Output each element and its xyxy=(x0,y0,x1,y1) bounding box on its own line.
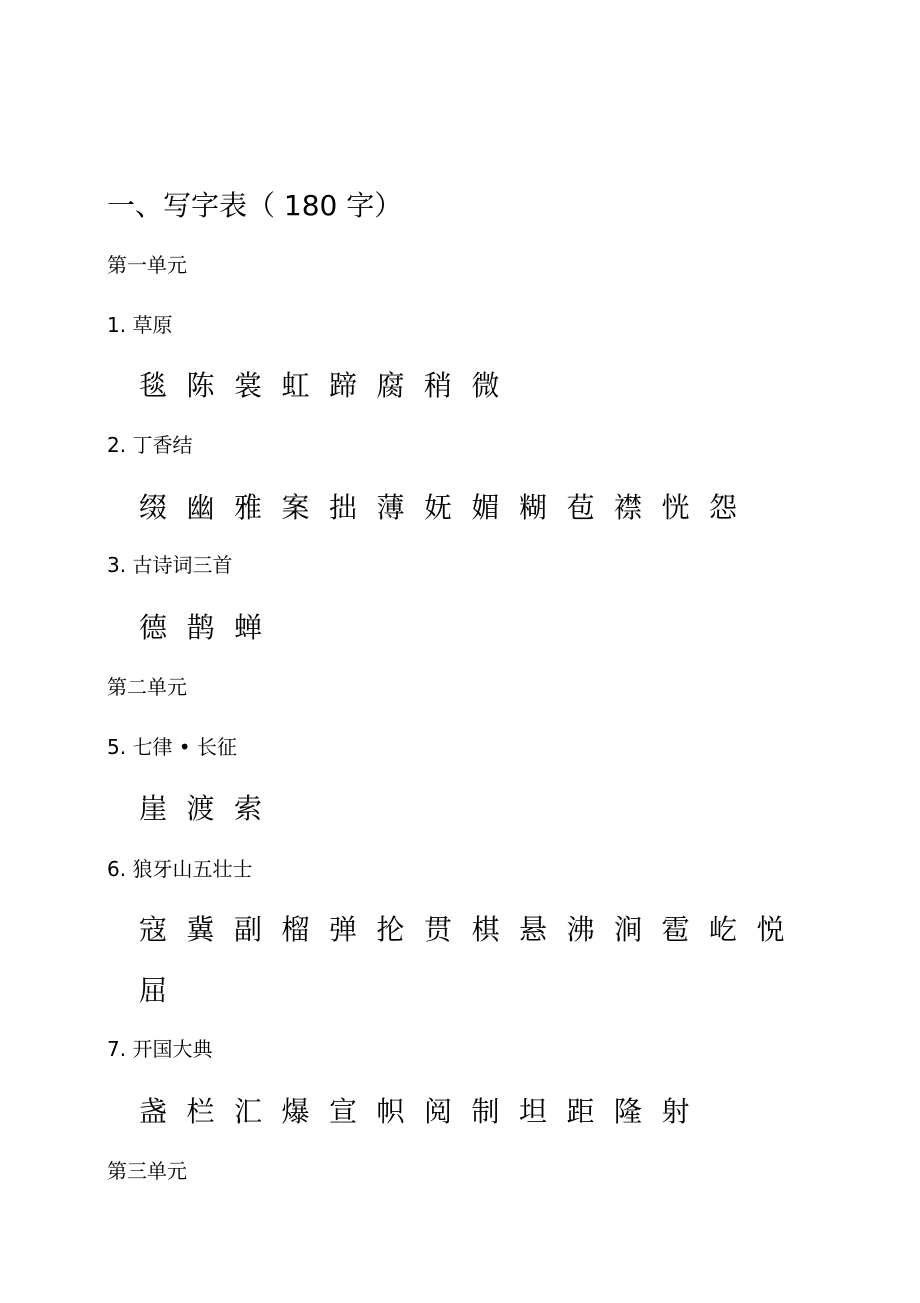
character: 崖 xyxy=(139,792,168,825)
character: 索 xyxy=(234,792,263,825)
lesson-heading-6: 6. 狼牙山五壮士 xyxy=(107,857,253,881)
character: 裳 xyxy=(234,369,263,402)
character: 棋 xyxy=(471,913,500,946)
character: 稍 xyxy=(424,369,453,402)
character: 爆 xyxy=(281,1095,310,1128)
character: 幽 xyxy=(186,491,215,524)
char-row-1 xyxy=(139,366,519,406)
character: 鹊 xyxy=(186,611,215,644)
character: 糊 xyxy=(519,491,548,524)
character: 涧 xyxy=(614,913,643,946)
character: 寇 xyxy=(139,913,168,946)
character: 悬 xyxy=(519,913,548,946)
character: 苞 xyxy=(566,491,595,524)
lesson-heading-5: 5. 七律 • 长征 xyxy=(107,735,237,759)
char-row-7 xyxy=(139,1092,709,1132)
character: 榴 xyxy=(281,913,310,946)
unit-heading-2: 第二单元 xyxy=(107,675,187,699)
character: 距 xyxy=(566,1095,595,1128)
character: 屈 xyxy=(139,974,168,1007)
character: 隆 xyxy=(614,1095,643,1128)
character: 弹 xyxy=(329,913,358,946)
unit-heading-3: 第三单元 xyxy=(107,1159,187,1183)
character: 缀 xyxy=(139,491,168,524)
char-row-5 xyxy=(139,789,282,829)
character: 帜 xyxy=(376,1095,405,1128)
lesson-heading-2: 2. 丁香结 xyxy=(107,433,193,457)
character: 蹄 xyxy=(329,369,358,402)
character: 渡 xyxy=(186,792,215,825)
character: 盏 xyxy=(139,1095,168,1128)
char-row-3 xyxy=(139,608,282,648)
character: 栏 xyxy=(186,1095,215,1128)
unit-heading-1: 第一单元 xyxy=(107,253,187,277)
char-row-2 xyxy=(139,488,757,528)
character: 冀 xyxy=(186,913,215,946)
character: 贯 xyxy=(424,913,453,946)
character: 雹 xyxy=(661,913,690,946)
character: 薄 xyxy=(376,491,405,524)
character: 腐 xyxy=(376,369,405,402)
character: 拙 xyxy=(329,491,358,524)
character: 妩 xyxy=(424,491,453,524)
character: 微 xyxy=(471,369,500,402)
character: 宣 xyxy=(329,1095,358,1128)
character: 案 xyxy=(281,491,310,524)
character: 襟 xyxy=(614,491,643,524)
character: 陈 xyxy=(186,369,215,402)
char-row-6 xyxy=(139,910,804,950)
lesson-heading-7: 7. 开国大典 xyxy=(107,1037,213,1061)
character: 副 xyxy=(234,913,263,946)
character: 抡 xyxy=(376,913,405,946)
character: 德 xyxy=(139,611,168,644)
character: 屹 xyxy=(709,913,738,946)
character: 恍 xyxy=(661,491,690,524)
character: 射 xyxy=(661,1095,690,1128)
character: 蝉 xyxy=(234,611,263,644)
character: 汇 xyxy=(234,1095,263,1128)
character: 媚 xyxy=(471,491,500,524)
page-title: 一、写字表（ 180 字） xyxy=(107,189,403,222)
character: 毯 xyxy=(139,369,168,402)
character: 制 xyxy=(471,1095,500,1128)
character: 雅 xyxy=(234,491,263,524)
character: 坦 xyxy=(519,1095,548,1128)
character: 虹 xyxy=(281,369,310,402)
character: 悦 xyxy=(756,913,785,946)
character: 阅 xyxy=(424,1095,453,1128)
character: 沸 xyxy=(566,913,595,946)
character: 怨 xyxy=(709,491,738,524)
lesson-heading-3: 3. 古诗词三首 xyxy=(107,553,233,577)
char-row-6b xyxy=(139,971,187,1011)
lesson-heading-1: 1. 草原 xyxy=(107,313,173,337)
